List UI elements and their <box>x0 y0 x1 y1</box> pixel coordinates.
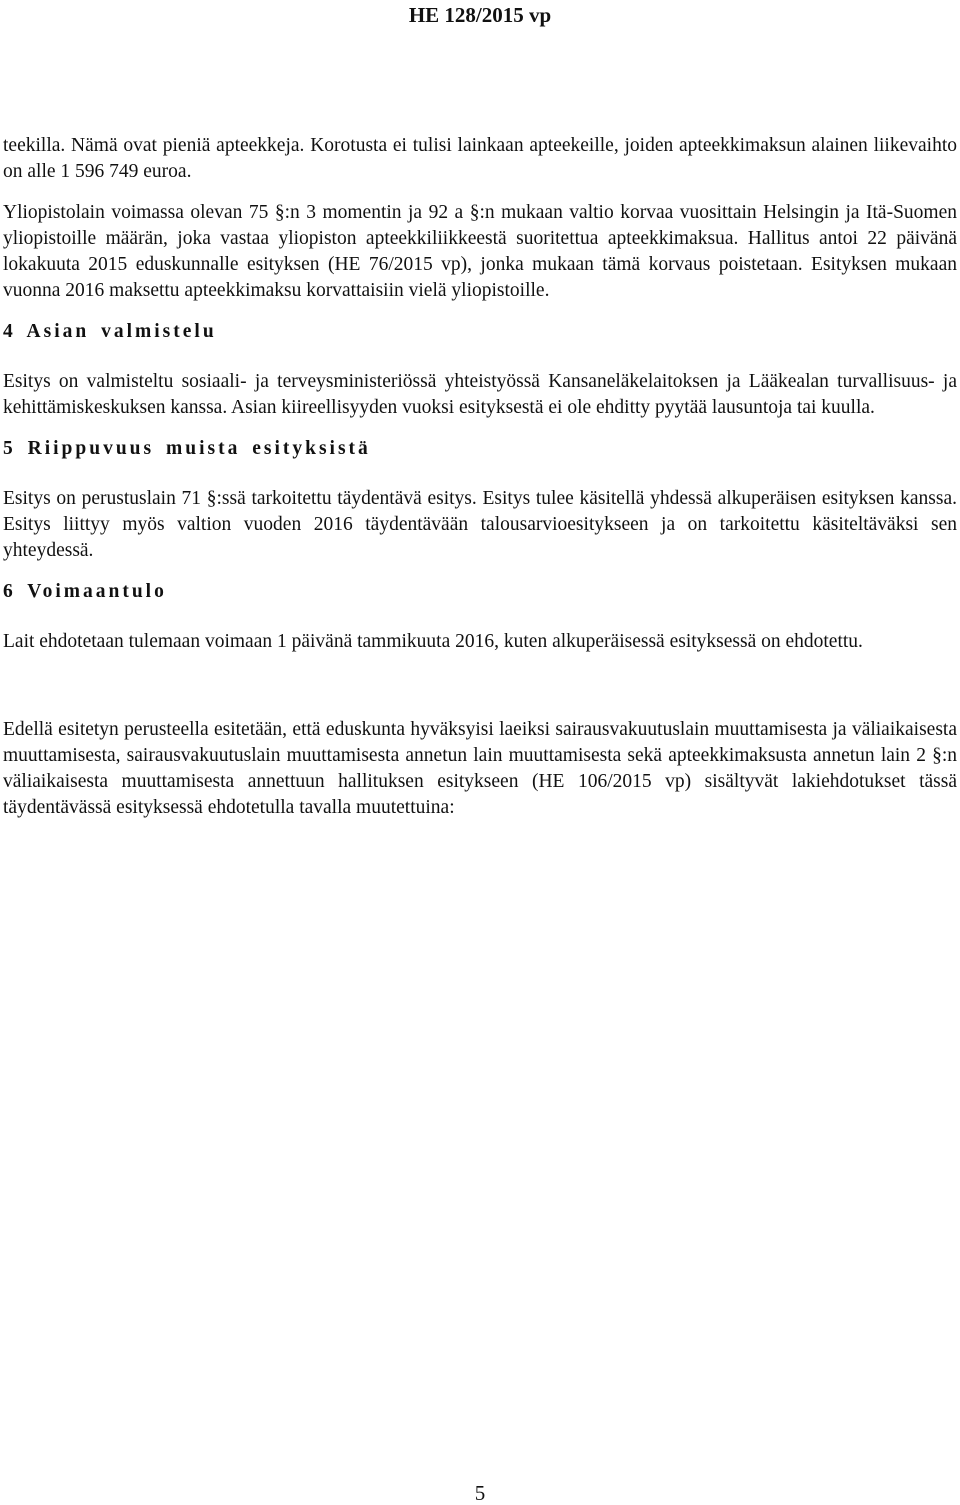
section-text-preparation: Esitys on valmisteltu sosiaali- ja terveysministeriössä yhteistyössä Kansaneläkelaitoksen ja Lääkealan turvallisuus- ja kehittämiskeskuksen kanssa. Asian kiireellisyyden vuoksi esityksestä ei ole ehditty pyytää lausuntoja tai kuulla. <box>3 371 957 418</box>
closing-paragraph: Edellä esitetyn perusteella esitetään, että eduskunta hyväksyisi laeiksi sairausvakuutuslain muuttamisesta ja väliaikaisesta muuttamisesta, sairausvakuutuslain muuttamisesta annetun lain muuttamisesta sekä apteekkimaksusta annetun lain 2 §:n väliaikaisesta muuttamisesta annettuun hallituksen esitykseen (HE 106/2015 vp) sisältyvät lakiehdotukset tässä täydentävässä esityksessä ehdotetulla tavalla muutettuina: <box>3 719 957 818</box>
document-id: HE 128/2015 vp <box>408 3 552 27</box>
section-text-dependency: Esitys on perustuslain 71 §:ssä tarkoitettu täydentävä esitys. Esitys tulee käsitellä yhdessä alkuperäisen esityksen kanssa. Esitys liittyy myös valtion vuoden 2016 täydentävään talousarvioesitykseen ja on tarkoitettu käsiteltäväksi sen yhteydessä. <box>3 488 957 561</box>
section-heading-entry-into-force: 6 Voimaantulo <box>3 581 167 602</box>
section-text-entry-into-force: Lait ehdotetaan tulemaan voimaan 1 päivänä tammikuuta 2016, kuten alkuperäisessä esityksessä on ehdotettu. <box>3 631 863 652</box>
section-heading-dependency: 5 Riippuvuus muista esityksistä <box>3 438 371 459</box>
paragraph-intro: teekilla. Nämä ovat pieniä apteekkeja. Korotusta ei tulisi lainkaan apteekeille, joiden apteekkimaksun alainen liikevaihto on alle 1 596 749 euroa. <box>3 135 957 182</box>
section-heading-preparation: 4 Asian valmistelu <box>3 321 217 342</box>
page-body <box>3 133 957 821</box>
page-number: 5 <box>474 1481 486 1505</box>
paragraph-university-law: Yliopistolain voimassa olevan 75 §:n 3 momentin ja 92 a §:n mukaan valtio korvaa vuosittain Helsingin ja Itä-Suomen yliopistoille määrän, joka vastaa yliopiston apteekkiliikkeestä suoritettua apteekkimaksua. Hallitus antoi 22 päivänä lokakuuta 2015 eduskunnalle esityksen (HE 76/2015 vp), jonka mukaan tämä korvaus poistetaan. Esityksen mukaan vuonna 2016 maksettu apteekkimaksu korvattaisiin vielä yliopistoille. <box>3 202 957 301</box>
document-header <box>0 2 960 28</box>
